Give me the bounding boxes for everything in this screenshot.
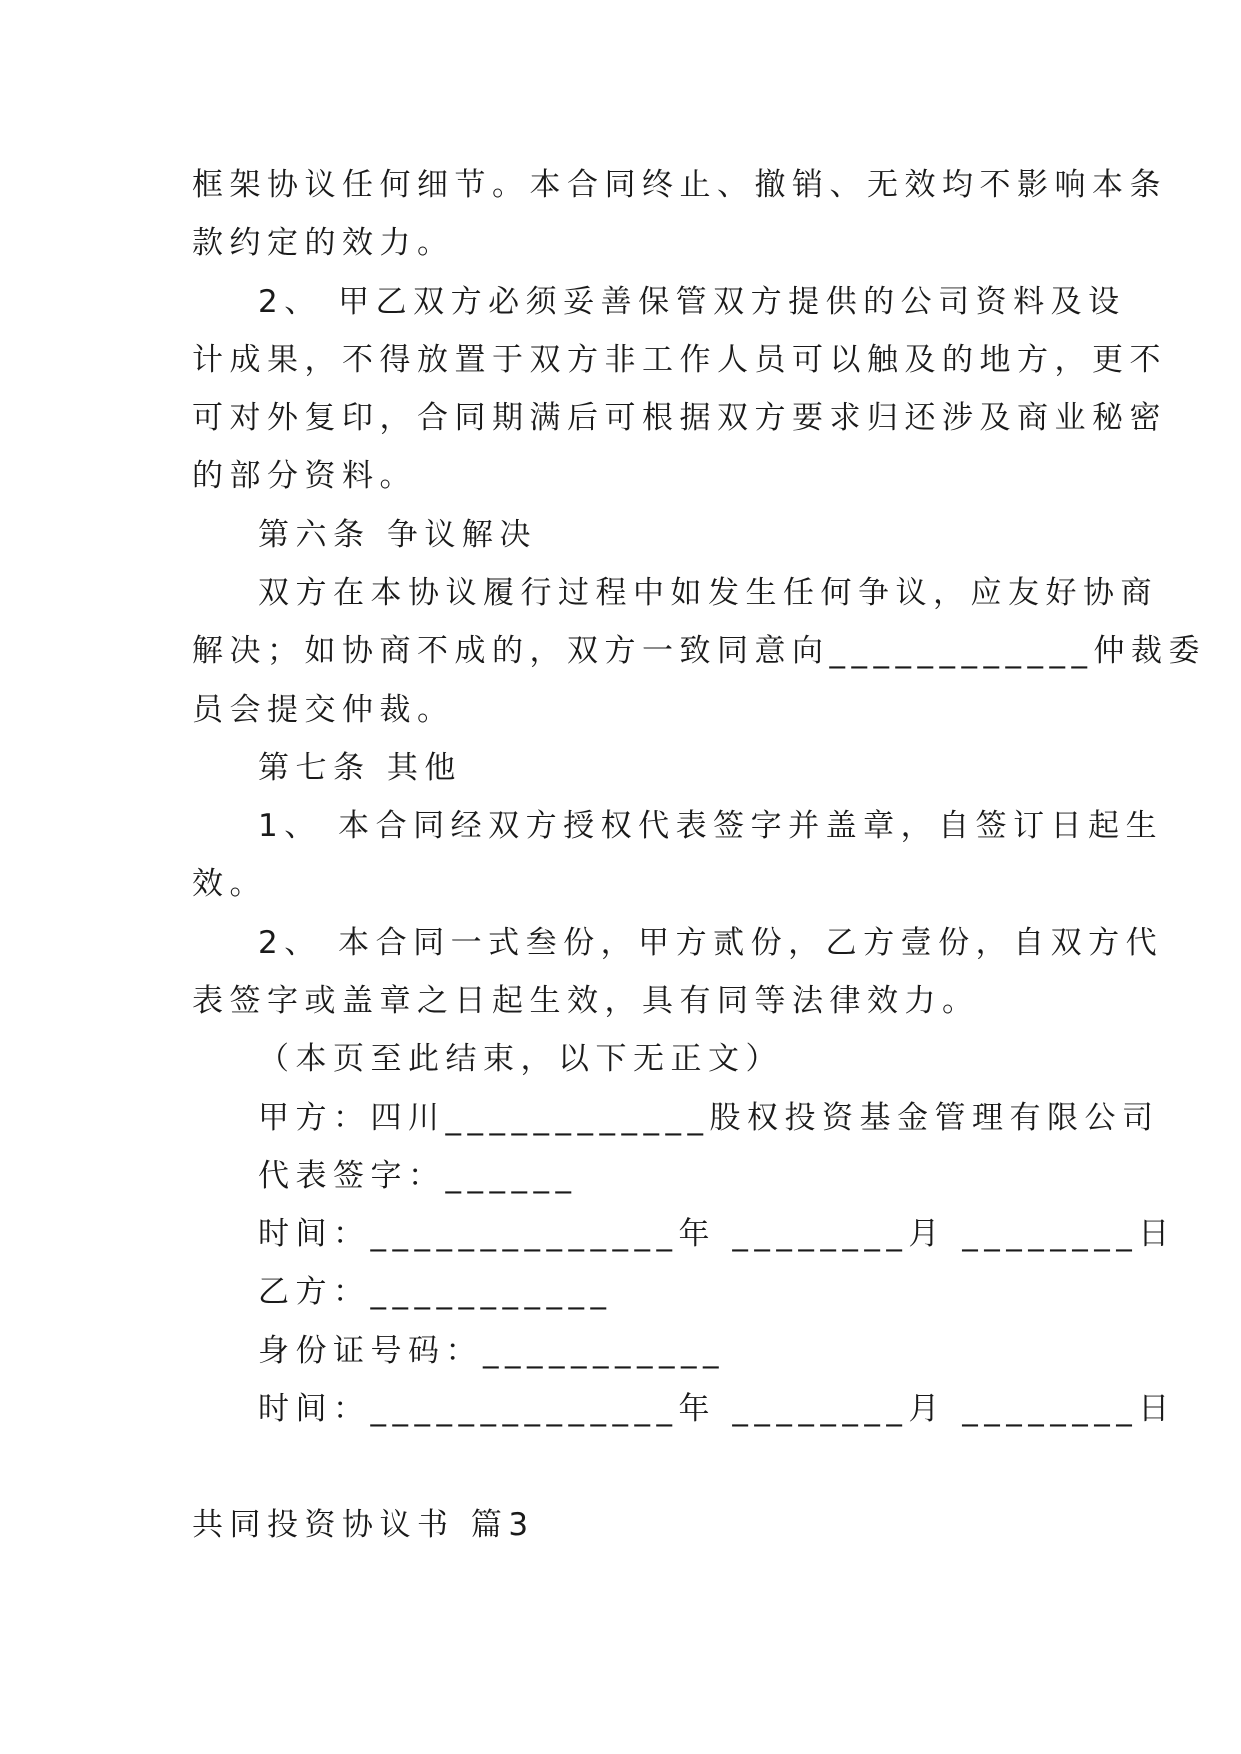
paragraph-line: 表签字或盖章之日起生效，具有同等法律效力。 xyxy=(192,983,980,1019)
section-title: 共同投资协议书 篇3 xyxy=(192,1507,535,1543)
clause-item: 2、 甲乙双方必须妥善保管双方提供的公司资料及设 xyxy=(258,284,1126,320)
date-line: 时间：______________年 ________月 ________日 xyxy=(258,1216,1176,1252)
paragraph-line: 款约定的效力。 xyxy=(192,225,455,261)
clause-item: 2、 本合同一式叁份，甲方贰份，乙方壹份，自双方代 xyxy=(258,925,1164,961)
paragraph-line: 框架协议任何细节。本合同终止、撤销、无效均不影响本条 xyxy=(192,167,1167,203)
section-heading: 第七条 其他 xyxy=(258,750,462,786)
id-number-line: 身份证号码：___________ xyxy=(258,1333,725,1369)
paragraph-line: 计成果，不得放置于双方非工作人员可以触及的地方，更不 xyxy=(192,342,1167,378)
page-end-note: （本页至此结束，以下无正文） xyxy=(258,1041,783,1077)
clause-item: 1、 本合同经双方授权代表签字并盖章，自签订日起生 xyxy=(258,808,1164,844)
representative-signature-line: 代表签字：______ xyxy=(258,1158,578,1194)
date-line: 时间：______________年 ________月 ________日 xyxy=(258,1391,1176,1427)
party-b-line: 乙方：___________ xyxy=(258,1274,613,1310)
paragraph-line: 解决；如协商不成的，双方一致同意向____________仲裁委 xyxy=(192,633,1206,669)
paragraph-line: 员会提交仲裁。 xyxy=(192,692,455,728)
paragraph-line: 效。 xyxy=(192,866,267,902)
paragraph-line: 双方在本协议履行过程中如发生任何争议，应友好协商 xyxy=(258,575,1158,611)
paragraph-line: 的部分资料。 xyxy=(192,458,417,494)
party-a-line: 甲方：四川____________股权投资基金管理有限公司 xyxy=(258,1100,1160,1136)
paragraph-line: 可对外复印，合同期满后可根据双方要求归还涉及商业秘密 xyxy=(192,400,1167,436)
section-heading: 第六条 争议解决 xyxy=(258,517,537,553)
